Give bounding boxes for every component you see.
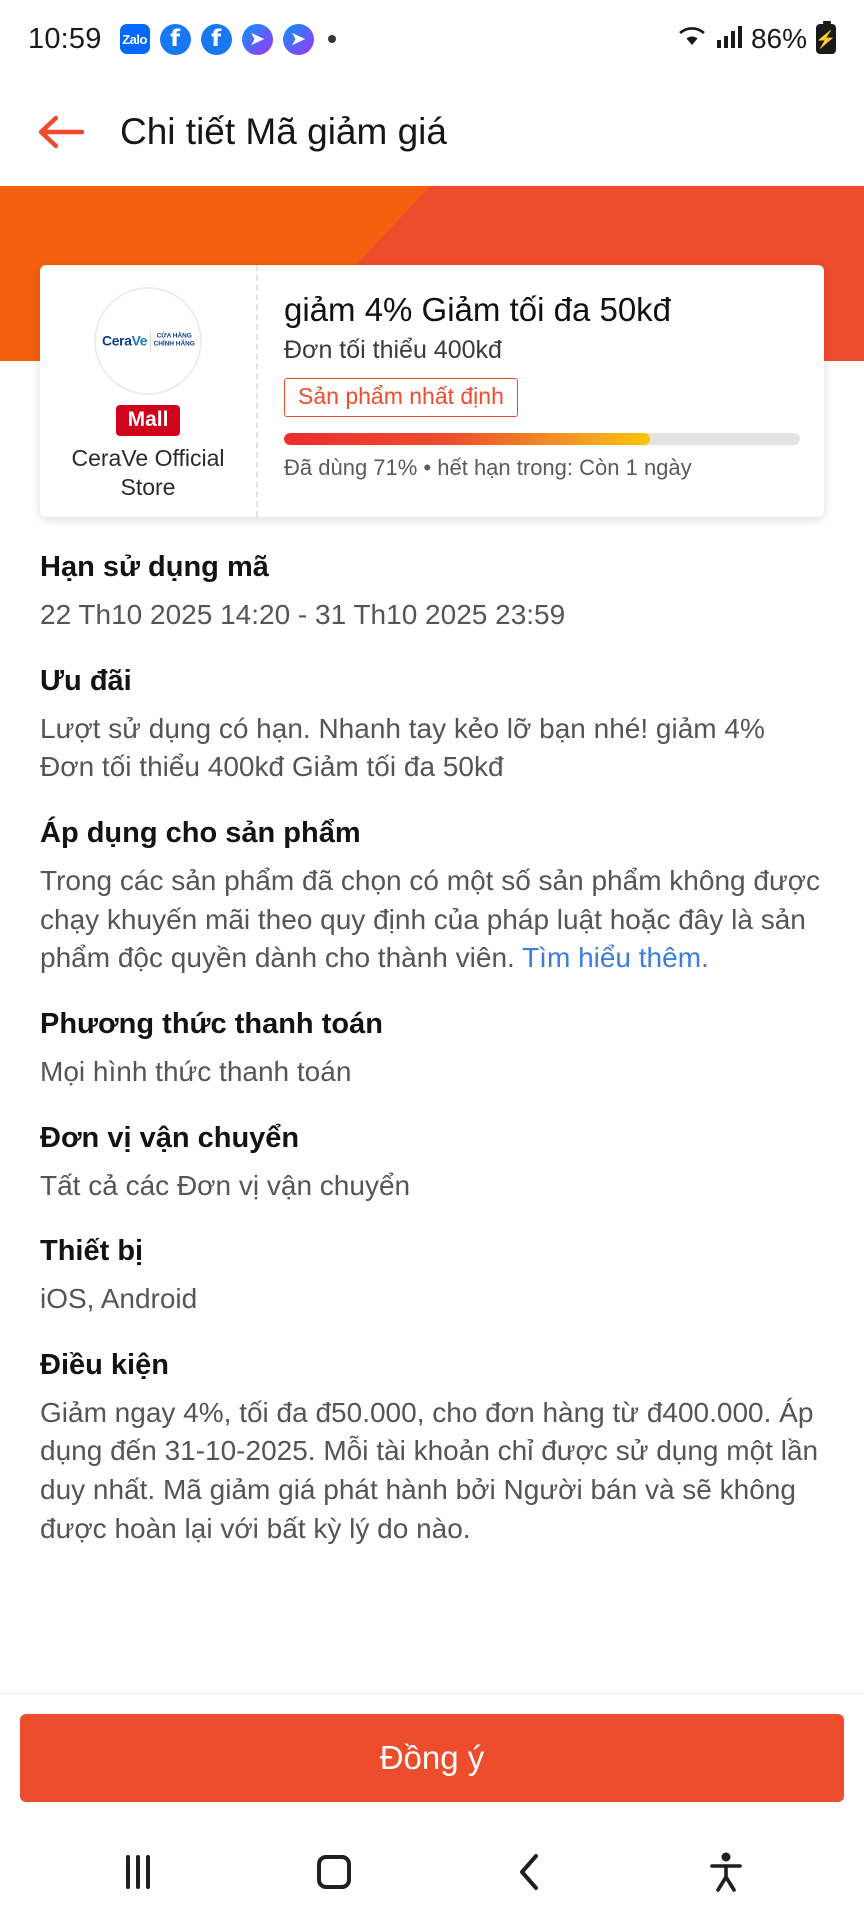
- agree-button[interactable]: Đồng ý: [20, 1714, 844, 1802]
- signal-icon: [716, 25, 742, 54]
- detail-section-heading: Áp dụng cho sản phẩm: [40, 817, 361, 850]
- cerave-logo-icon: [102, 331, 195, 351]
- voucher-title: giảm 4% Giảm tối đa 50kđ: [284, 291, 672, 328]
- facebook-icon: f: [160, 24, 191, 55]
- home-icon[interactable]: [286, 1824, 382, 1920]
- status-bar: [0, 0, 864, 78]
- detail-section-text: Mọi hình thức thanh toán: [40, 1055, 352, 1087]
- learn-more-link[interactable]: Tìm hiểu thêm.: [522, 942, 709, 974]
- voucher-minimum-spend: Đơn tối thiểu 400kđ: [284, 336, 502, 365]
- detail-section-heading: Thiết bị: [40, 1235, 144, 1268]
- messenger-icon: ➤: [242, 24, 273, 55]
- app-bar: [0, 78, 864, 186]
- status-clock: 10:59: [28, 22, 102, 55]
- detail-section-heading: Ưu đãi: [40, 664, 132, 697]
- more-dot-icon: [328, 35, 336, 43]
- battery-icon: [816, 24, 836, 54]
- detail-section-body: [40, 1167, 824, 1206]
- shop-logo: [94, 287, 202, 395]
- accessibility-icon[interactable]: [678, 1824, 774, 1920]
- detail-section-heading: Đơn vị vận chuyển: [40, 1121, 300, 1154]
- back-icon[interactable]: [482, 1824, 578, 1920]
- facebook-icon: f: [201, 24, 232, 55]
- voucher-usage-progress: [284, 433, 800, 445]
- detail-section-heading: Phương thức thanh toán: [40, 1007, 383, 1040]
- scroll-content: [0, 186, 864, 1693]
- detail-section-heading: Điều kiện: [40, 1348, 169, 1381]
- detail-section-body: [40, 1280, 824, 1319]
- voucher-detail-panel: [258, 265, 824, 517]
- voucher-detail-sections: [0, 517, 864, 1588]
- detail-section-body: [40, 1053, 824, 1092]
- detail-section-body: [40, 710, 824, 787]
- mall-badge: Mall: [116, 405, 181, 436]
- detail-section-text: Trong các sản phẩm đã chọn có một số sản phẩm không được chạy khuyến mãi theo quy định của pháp luật hoặc đây là sản phẩm độc quyền dành cho thành viên.: [40, 865, 821, 974]
- detail-section-text: Tất cả các Đơn vị vận chuyển: [40, 1169, 411, 1201]
- official-store-line-2: CHÍNH HÃNG: [153, 341, 195, 348]
- voucher-shop-panel: [40, 265, 258, 517]
- detail-section: [40, 665, 824, 787]
- detail-section-body: [40, 1394, 824, 1549]
- voucher-usage-progress-fill: [284, 433, 650, 445]
- battery-percentage: 86%: [750, 23, 807, 54]
- detail-section-heading: Hạn sử dụng mã: [40, 551, 269, 584]
- detail-section: [40, 1235, 824, 1319]
- status-system-icons: [677, 23, 836, 55]
- official-store-line-1: CỬA HÀNG: [156, 332, 192, 340]
- back-arrow-icon[interactable]: [34, 106, 86, 158]
- detail-section: [40, 551, 824, 635]
- voucher-usage-meta: Đã dùng 71% • hết hạn trong: Còn 1 ngày: [284, 455, 692, 481]
- voucher-scope-tag: Sản phẩm nhất định: [284, 378, 518, 417]
- cta-bar: [0, 1693, 864, 1824]
- messenger-icon: ➤: [283, 24, 314, 55]
- page-title: Chi tiết Mã giảm giá: [120, 111, 447, 152]
- voucher-card-wrapper: [0, 265, 864, 517]
- detail-section: [40, 1349, 824, 1549]
- charging-bolt-icon: ⚡: [815, 29, 837, 49]
- zalo-icon: Zalo: [120, 24, 150, 54]
- system-navigation-bar: [0, 1824, 864, 1920]
- status-notification-icons: [120, 24, 336, 55]
- shop-name: CeraVe Official Store: [71, 445, 225, 500]
- wifi-icon: [677, 25, 707, 54]
- detail-section-text: Lượt sử dụng có hạn. Nhanh tay kẻo lỡ bạn nhé! giảm 4% Đơn tối thiểu 400kđ Giảm tối đa 50kđ: [40, 712, 765, 783]
- voucher-card[interactable]: [40, 265, 824, 517]
- brand-name-primary: Cera: [101, 333, 132, 349]
- detail-section-text: iOS, Android: [40, 1283, 198, 1315]
- detail-section: [40, 1122, 824, 1206]
- detail-section-text: Giảm ngay 4%, tối đa đ50.000, cho đơn hàng từ đ400.000. Áp dụng đến 31-10-2025. Mỗi tài khoản chỉ được sử dụng một lần duy nhất. Mã giảm giá phát hành bởi Người bán và sẽ không được hoàn lại với bất kỳ lý do nào.: [40, 1396, 819, 1544]
- recents-icon[interactable]: [90, 1824, 186, 1920]
- detail-section-body: [40, 596, 824, 635]
- logo-divider: [150, 331, 151, 351]
- detail-section: [40, 817, 824, 978]
- brand-name-secondary: Ve: [131, 333, 147, 349]
- detail-section-text: 22 Th10 2025 14:20 - 31 Th10 2025 23:59: [40, 599, 566, 631]
- detail-section: [40, 1008, 824, 1092]
- detail-section-body: [40, 862, 824, 978]
